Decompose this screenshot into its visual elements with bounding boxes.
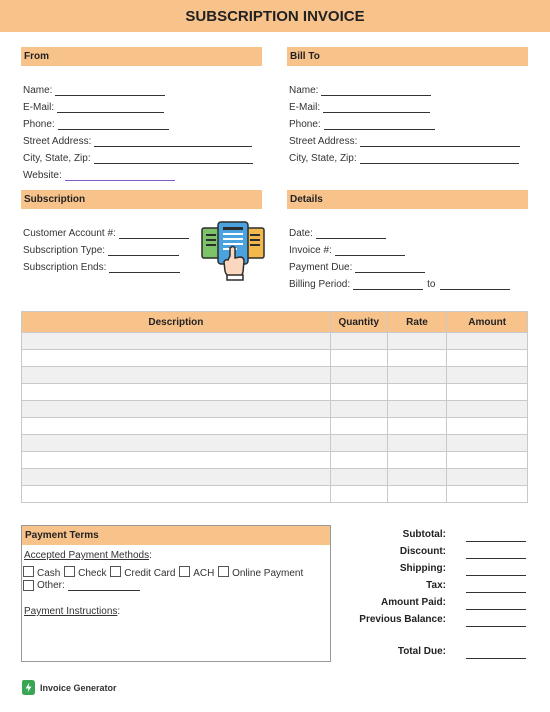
credit-card-label: Credit Card xyxy=(124,568,176,579)
other-label: Other: xyxy=(37,580,65,591)
invoice-title: SUBSCRIPTION INVOICE xyxy=(0,0,550,32)
subscription-heading: Subscription xyxy=(21,190,262,209)
footer-brand[interactable] xyxy=(22,680,117,695)
amount-paid-field[interactable] xyxy=(466,609,526,610)
line-items-table xyxy=(21,311,528,503)
subscription-ends-field[interactable]: Subscription Ends: xyxy=(23,262,180,273)
col-rate-header: Rate xyxy=(387,312,447,333)
subtotal-label: Subtotal: xyxy=(402,529,446,540)
previous-balance-label: Previous Balance: xyxy=(359,614,446,625)
subscription-type-field[interactable]: Subscription Type: xyxy=(23,245,179,256)
tax-label: Tax: xyxy=(426,580,446,591)
payment-methods-row xyxy=(22,566,303,579)
amount-paid-label: Amount Paid: xyxy=(380,597,446,608)
from-phone-field[interactable]: Phone: xyxy=(23,119,169,130)
shipping-label: Shipping: xyxy=(399,563,446,574)
discount-field[interactable] xyxy=(466,558,526,559)
billto-email-field[interactable]: E-Mail: xyxy=(289,102,430,113)
billto-name-field[interactable]: Name: xyxy=(289,85,431,96)
ach-checkbox[interactable] xyxy=(179,566,190,577)
table-row[interactable] xyxy=(22,384,528,401)
from-street-field[interactable]: Street Address: xyxy=(23,136,252,147)
ach-label: ACH xyxy=(193,568,215,579)
table-row[interactable] xyxy=(22,418,528,435)
col-description-header: Description xyxy=(22,312,331,333)
table-row[interactable] xyxy=(22,333,528,350)
online-payment-label: Online Payment xyxy=(232,568,304,579)
billing-period-field[interactable]: Billing Period: to xyxy=(289,279,510,290)
billto-phone-field[interactable]: Phone: xyxy=(289,119,435,130)
invoice-generator-logo-icon xyxy=(22,680,35,695)
table-row[interactable] xyxy=(22,401,528,418)
total-due-label: Total Due: xyxy=(397,646,446,657)
billto-city-field[interactable]: City, State, Zip: xyxy=(289,153,519,164)
from-city-field[interactable]: City, State, Zip: xyxy=(23,153,253,164)
col-quantity-header: Quantity xyxy=(330,312,387,333)
subtotal-field[interactable] xyxy=(466,541,526,542)
check-checkbox[interactable] xyxy=(64,566,75,577)
tax-field[interactable] xyxy=(466,592,526,593)
billto-street-field[interactable]: Street Address: xyxy=(289,136,520,147)
credit-card-checkbox[interactable] xyxy=(110,566,121,577)
online-payment-checkbox[interactable] xyxy=(218,566,229,577)
date-field[interactable]: Date: xyxy=(289,228,386,239)
accepted-methods-label: Accepted Payment Methods: xyxy=(24,550,152,561)
table-row[interactable] xyxy=(22,469,528,486)
invoice-number-field[interactable]: Invoice #: xyxy=(289,245,405,256)
payment-due-field[interactable]: Payment Due: xyxy=(289,262,425,273)
previous-balance-field[interactable] xyxy=(466,626,526,627)
table-row[interactable] xyxy=(22,350,528,367)
payment-instructions-label: Payment Instructions: xyxy=(24,606,121,617)
payment-terms-heading: Payment Terms xyxy=(22,526,330,545)
other-method-row[interactable] xyxy=(22,580,140,591)
cash-label: Cash xyxy=(37,568,61,579)
from-email-field[interactable]: E-Mail: xyxy=(23,102,164,113)
check-label: Check xyxy=(78,568,107,579)
billing-period-to-label: to xyxy=(427,279,436,290)
table-row[interactable] xyxy=(22,435,528,452)
from-name-field[interactable]: Name: xyxy=(23,85,165,96)
payment-terms-box xyxy=(21,525,331,662)
table-row[interactable] xyxy=(22,367,528,384)
cash-checkbox[interactable] xyxy=(23,566,34,577)
customer-account-field[interactable]: Customer Account #: xyxy=(23,228,189,239)
bill-to-heading: Bill To xyxy=(287,47,528,66)
shipping-field[interactable] xyxy=(466,575,526,576)
table-row[interactable] xyxy=(22,486,528,503)
col-amount-header: Amount xyxy=(447,312,528,333)
subscription-card-icon xyxy=(200,220,266,282)
discount-label: Discount: xyxy=(399,546,446,557)
from-heading: From xyxy=(21,47,262,66)
table-row[interactable] xyxy=(22,452,528,469)
other-checkbox[interactable] xyxy=(23,580,34,591)
details-heading: Details xyxy=(287,190,528,209)
from-website-field[interactable]: Website: xyxy=(23,170,175,181)
footer-brand-label: Invoice Generator xyxy=(40,682,117,693)
total-due-field[interactable] xyxy=(466,658,526,659)
